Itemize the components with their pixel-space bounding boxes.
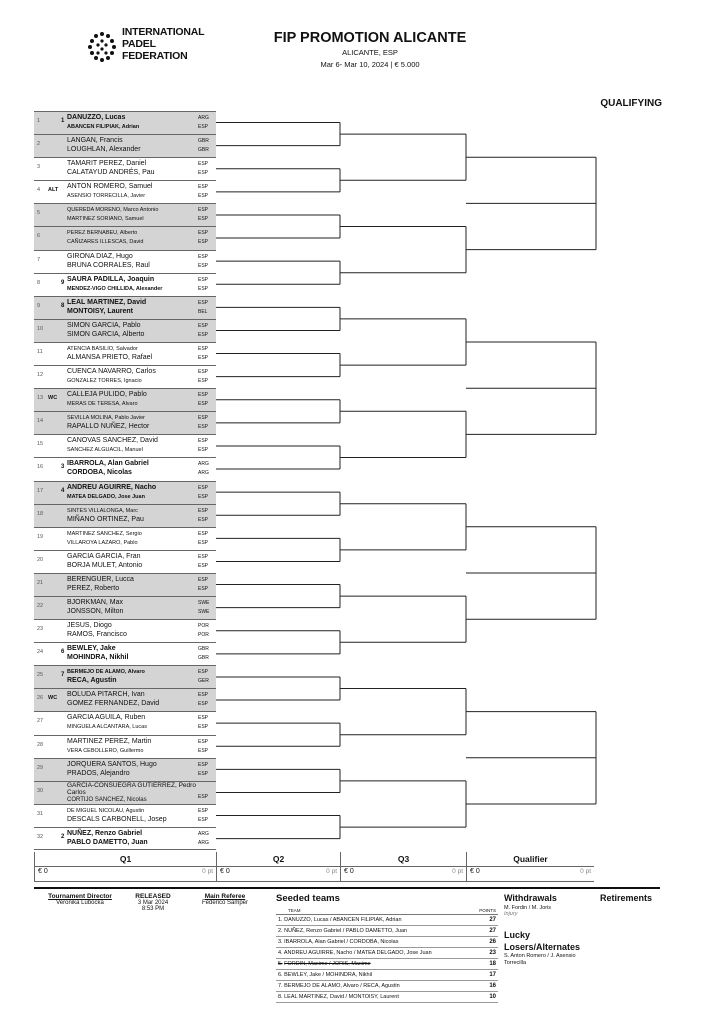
entry-number: 8 (37, 279, 41, 286)
org-line3: FEDERATION (122, 50, 188, 62)
player-country: ESP (198, 369, 209, 376)
referee-name: Federico Samper (201, 900, 249, 906)
seeded-rank: 6. (278, 972, 283, 978)
player-country: ESP (198, 299, 209, 306)
player-name: ALMANSA PRIETO, Rafael (67, 353, 153, 361)
player-name: LANGAN, Francis (67, 137, 123, 145)
round-box (35, 866, 216, 882)
entry-number: 26 (37, 695, 44, 702)
player-name: GIRONA DIAZ, Hugo (67, 252, 133, 260)
player-name: DANUZZO, Lucas (67, 114, 126, 121)
entry-number: 4 (37, 187, 41, 194)
player-country: ESP (198, 322, 209, 329)
seeded-row (276, 915, 498, 926)
player-country: ESP (198, 516, 209, 523)
player-name: BJORKMAN, Max (67, 598, 124, 606)
lucky-team: S. Anton Romero / J. Asensio (504, 953, 576, 959)
player-country: ESP (198, 715, 209, 722)
player-name: CUENCA NAVARRO, Carlos (67, 368, 156, 376)
player-country: ESP (198, 170, 209, 177)
player-name: MARTINEZ SANCHEZ, Sergio (67, 530, 142, 537)
player-country: ESP (198, 447, 209, 454)
player-name: BERENGUER, Lucca (67, 575, 134, 583)
player-country: ESP (198, 770, 209, 777)
player-name: MENDEZ-VIGO CHILLIDA, Alexander (67, 285, 163, 292)
player-country: ARG (198, 470, 209, 477)
seeded-team-name: NUÑEZ, Renzo Gabriel / PABLO DAMETTO, Juan (284, 928, 408, 934)
player-country: ARG (198, 830, 209, 837)
entry-number: 10 (37, 325, 44, 332)
round-name: Q1 (119, 854, 132, 864)
player-country: ESP (198, 401, 209, 408)
seeded-points: 10 (472, 992, 498, 1003)
seeded-team-name: ANDREU AGUIRRE, Nacho / MATEA DELGADO, Jose Juan (283, 950, 432, 956)
entry-number: 28 (37, 741, 44, 748)
player-country: ESP (198, 378, 209, 385)
seeded-points: 18 (472, 959, 498, 970)
seeded-team-name: BERMEJO DE ALAMO, Alvaro / RECA, Agustin (284, 983, 400, 989)
round-points: 0 pt (452, 868, 463, 875)
player-name: SIMON GARCIA, Pablo (67, 321, 141, 329)
player-name: CORTIJO SANCHEZ, Nicolas (67, 796, 147, 803)
entry-number: 6 (37, 233, 41, 240)
tournament-director (40, 893, 120, 906)
round-points: 0 pt (202, 868, 213, 875)
player-name: GARCIA GARCIA, Fran (67, 552, 141, 560)
player-country: GER (198, 678, 209, 685)
player-country: ARG (198, 839, 209, 846)
seeded-row (276, 981, 498, 992)
round-column (466, 852, 594, 882)
player-country: ESP (198, 669, 209, 676)
round-name: Q2 (272, 854, 285, 864)
seeded-rank: 8. (278, 994, 283, 1000)
seeded-team (276, 926, 472, 937)
released-time: 8:53 PM (141, 906, 165, 912)
round-points: 0 pt (580, 868, 591, 875)
player-country: BEL (198, 308, 208, 315)
seeded-team-name: IBARROLA, Alan Gabriel / CORDOBA, Nicolas (284, 939, 399, 945)
player-name: MARTINEZ SORIANO, Samuel (67, 216, 144, 223)
withdrawals (504, 893, 596, 917)
round-column (340, 852, 466, 882)
player-name: MONTOISY, Laurent (67, 307, 133, 315)
entry-number: 13 (37, 395, 44, 402)
player-name: MATEA DELGADO, Jose Juan (67, 493, 145, 500)
entry-number: 11 (37, 348, 43, 355)
player-name: LEAL MARTINEZ, David (67, 298, 147, 306)
seeded-team-name: DANUZZO, Lucas / ABANCEN FILIPIAK, Adrian (284, 917, 402, 923)
entry-tag: WC (48, 695, 58, 702)
player-name: GARCIA-CONSUEGRA GUTIERREZ, Pedro (67, 781, 196, 789)
director-name: Veronika Lubocka (56, 900, 104, 906)
player-name: RAPALLO NUÑEZ, Hector (67, 423, 150, 431)
withdrawals-reason: Injury (504, 911, 518, 917)
player-country: ESP (198, 207, 209, 214)
entry-number: 27 (37, 718, 44, 725)
entry-number: 14 (37, 418, 44, 425)
seeded-team-name: BEWLEY, Jake / MOHINDRA, Nikhil (284, 972, 373, 978)
divider (34, 887, 660, 889)
player-name: PEREZ, Roberto (67, 584, 120, 592)
player-name: BERMEJO DE ALAMO, Alvaro (67, 669, 145, 676)
seeded-row (276, 937, 498, 948)
entry-number: 21 (37, 579, 44, 586)
seeded-team-name: LEAL MARTINEZ, David / MONTOISY, Laurent (284, 994, 399, 1000)
seeded-teams (276, 893, 498, 1003)
round-name: Qualifier (513, 854, 548, 864)
tournament-dates: Mar 6- Mar 10, 2024 | € 5.000 (320, 60, 420, 69)
player-country: POR (198, 632, 209, 639)
player-name: GONZALEZ TORRES, Ignacio (67, 378, 142, 385)
withdrawals-team: M. Fordin / M. Joris (504, 905, 552, 911)
player-country: ESP (198, 761, 209, 768)
player-name: SANCHEZ ALGUACIL, Manuel (67, 447, 143, 454)
player-country: ESP (198, 262, 209, 269)
seeded-team (276, 981, 472, 992)
entry-number: 16 (37, 464, 44, 471)
player-country: ESP (198, 184, 209, 191)
player-country: ESP (198, 276, 209, 283)
entry-number: 19 (37, 533, 44, 540)
player-country: ESP (198, 507, 209, 514)
entry-tag: ALT (48, 187, 59, 194)
entry-number: 1 (37, 118, 41, 124)
player-name: DESCALS CARBONELL, Josep (67, 815, 167, 823)
org-line1: INTERNATIONAL (122, 26, 205, 38)
entry-number: 25 (37, 672, 44, 679)
player-name: CALLEJA PULIDO, Pablo (67, 391, 147, 399)
player-name: PEREZ BERNABEU, Alberto (67, 230, 138, 237)
seeded-row (276, 926, 498, 937)
player-country: ESP (198, 331, 209, 338)
player-name: SAURA PADILLA, Joaquin (67, 275, 155, 283)
entry-number: 18 (37, 510, 44, 517)
player-name: MERAS DE TERESA, Alvaro (67, 401, 138, 408)
round-prize: € 0 (38, 868, 48, 875)
player-country: ESP (198, 216, 209, 223)
lucky-losers (504, 929, 604, 967)
player-name: PRADOS, Alejandro (67, 769, 130, 777)
main-referee (190, 893, 260, 906)
player-name: PABLO DAMETTO, Juan (67, 838, 148, 846)
player-country: ESP (198, 253, 209, 260)
player-country: SWE (198, 608, 210, 615)
entry-seed: 1 (61, 118, 65, 124)
player-name: MOHINDRA, Nikhil (67, 654, 129, 662)
player-name: MINGUELA ALCANTARA, Lucas (67, 724, 147, 731)
player-name: BEWLEY, Jake (67, 645, 116, 653)
entry-number: 23 (37, 626, 44, 633)
player-country: ESP (198, 701, 209, 708)
player-country: ESP (198, 354, 209, 361)
player-name: JESUS, Diogo (67, 622, 112, 630)
player-country: ESP (198, 392, 209, 399)
player-country: ESP (198, 484, 209, 491)
player-name: SEVILLA MOLINA, Pablo Javier (67, 415, 145, 422)
entry-number: 31 (37, 810, 44, 817)
seeded-team (276, 937, 472, 948)
player-country: ESP (198, 493, 209, 500)
player-name: VERA CEBOLLERO, Guillermo (67, 747, 144, 754)
player-name: SIMON GARCIA, Alberto (67, 330, 145, 338)
entry-tag: WC (48, 395, 58, 402)
seeded-rank: 7. (278, 983, 283, 989)
player-country: ESP (198, 285, 209, 292)
player-country: ESP (198, 747, 209, 754)
retirements-title: Retirements (600, 893, 653, 903)
entry-number: 17 (37, 487, 44, 494)
entry-number: 29 (37, 764, 44, 771)
player-name: DE MIGUEL NICOLAU, Agustin (67, 807, 145, 814)
round-box (217, 866, 340, 882)
player-name: JONSSON, Milton (67, 607, 124, 615)
org-line2: PADEL (122, 38, 156, 50)
entry-number: 30 (37, 787, 44, 794)
round-points: 0 pt (326, 868, 337, 875)
player-country: ESP (198, 724, 209, 731)
player-name: ATENCIA BASILIO, Salvador (67, 345, 138, 352)
player-country: ARG (198, 461, 209, 468)
player-country: ESP (198, 585, 209, 592)
player-country: POR (198, 623, 209, 630)
player-country: ESP (198, 807, 209, 814)
player-country: ESP (198, 230, 209, 237)
player-country: GBR (198, 655, 209, 662)
player-country: ESP (198, 793, 209, 800)
player-name: VILLAROYA LAZARO, Pablo (67, 539, 138, 546)
player-name: ANTON ROMERO, Samuel (67, 183, 153, 191)
tournament-location: ALICANTE, ESP (342, 48, 398, 57)
player-country: ARG (198, 115, 209, 121)
round-box (341, 866, 466, 882)
player-country: ESP (198, 193, 209, 200)
lucky-title: Lucky (504, 930, 531, 940)
player-name: BOLUDA PITARCH, Ivan (67, 691, 145, 699)
seeded-row (276, 959, 498, 970)
seeded-team-name: FORDIN, Maxime / JORIS, Maxime (284, 961, 371, 967)
entry-number: 20 (37, 556, 44, 563)
player-name: JORQUERA SANTOS, Hugo (67, 760, 157, 768)
player-name: ASENSIO TORRECILLA, Javier (67, 193, 146, 200)
entry-seed: 2 (61, 833, 65, 840)
released-info (128, 893, 178, 912)
player-country: ESP (198, 424, 209, 431)
entry-number: 15 (37, 441, 44, 448)
round-prize: € 0 (344, 868, 354, 875)
round-column (34, 852, 216, 882)
player-country: ESP (198, 562, 209, 569)
player-name: RECA, Agustin (67, 677, 117, 685)
player-name: RAMOS, Francisco (67, 631, 127, 639)
player-name: CAÑIZARES ILLESCAS, David (67, 239, 144, 246)
entry-number: 12 (37, 372, 44, 379)
player-country: ESP (198, 539, 209, 546)
player-name: GARCIA AGUILA, Ruben (67, 714, 146, 722)
player-country: ESP (198, 239, 209, 246)
player-name: MARTINEZ PEREZ, Martin (67, 737, 152, 745)
entry-seed: 3 (61, 464, 65, 471)
seeded-team (276, 959, 472, 970)
player-name: CORDOBA, Nicolas (67, 469, 132, 477)
referee-label: Main Referee (204, 893, 246, 900)
entry-seed: 9 (61, 279, 65, 286)
rounds-footer (34, 852, 594, 882)
entry-seed: 7 (61, 672, 65, 679)
director-label: Tournament Director (48, 893, 112, 900)
seeded-team (276, 992, 472, 1003)
seeded-points: 26 (472, 937, 498, 948)
entry-number: 32 (37, 833, 44, 840)
seeded-title: Seeded teams (276, 893, 340, 904)
player-country: ESP (198, 738, 209, 745)
seeded-col-points: POINTS (472, 907, 498, 915)
player-country: ESP (198, 553, 209, 560)
round-column (216, 852, 340, 882)
player-country: SWE (198, 599, 210, 606)
seeded-points: 16 (472, 981, 498, 992)
player-name: CALATAYUD ANDRÉS, Pau (67, 169, 155, 177)
player-name: NUÑEZ, Renzo Gabriel (67, 829, 143, 837)
player-name: MIÑANO ORTINEZ, Pau (67, 515, 144, 523)
seeded-points: 27 (472, 926, 498, 937)
player-name: GOMEZ FERNANDEZ, David (67, 700, 160, 708)
seeded-rank: 5. (278, 961, 283, 967)
entry-number: 5 (37, 210, 41, 217)
released-date: 3 Mar 2024 (137, 900, 169, 906)
seeded-table (276, 907, 498, 1003)
entry-seed: 4 (61, 487, 65, 494)
player-name-cont: Carlos (67, 788, 86, 796)
seeded-points: 23 (472, 948, 498, 959)
player-name: BORJA MULET, Antonio (67, 561, 143, 569)
player-country: ESP (198, 692, 209, 699)
draw-type: QUALIFYING (600, 98, 662, 109)
seeded-rank: 1. (278, 917, 283, 923)
entry-number: 3 (37, 164, 41, 171)
player-name: LOUGHLAN, Alexander (67, 146, 141, 154)
player-country: GBR (198, 138, 209, 145)
round-prize: € 0 (470, 868, 480, 875)
seeded-rank: 2. (278, 928, 283, 934)
round-name: Q3 (397, 854, 410, 864)
player-name: SINTES VILLALONGA, Marc (67, 507, 138, 514)
player-country: ESP (198, 816, 209, 823)
seeded-team (276, 915, 472, 926)
withdrawals-title: Withdrawals (504, 893, 557, 903)
player-name: CANOVAS SANCHEZ, David (67, 437, 158, 445)
player-country: ESP (198, 345, 209, 352)
player-country: GBR (198, 147, 209, 154)
round-prize: € 0 (220, 868, 230, 875)
entry-number: 24 (37, 649, 44, 656)
seeded-points: 17 (472, 970, 498, 981)
seeded-team (276, 970, 472, 981)
round-box (467, 866, 594, 882)
seeded-team (276, 948, 472, 959)
player-name: ABANCEN FILIPIAK, Adrian (67, 124, 140, 130)
seeded-row (276, 970, 498, 981)
entry-number: 9 (37, 302, 41, 309)
player-name: ANDREU AGUIRRE, Nacho (67, 483, 157, 491)
released-label: RELEASED (135, 893, 171, 900)
seeded-rank: 3. (278, 939, 283, 945)
entry-number: 22 (37, 602, 44, 609)
entry-number: 7 (37, 256, 41, 263)
player-country: ESP (198, 124, 209, 130)
player-country: ESP (198, 438, 209, 445)
seeded-points: 27 (472, 915, 498, 926)
player-country: ESP (198, 530, 209, 537)
player-name: BRUNA CORRALES, Raul (67, 261, 150, 269)
player-name: QUEREDA MORENO, Marco Antonio (67, 207, 159, 214)
player-name: TAMARIT PEREZ, Daniel (67, 160, 147, 168)
entry-seed: 8 (61, 302, 65, 309)
entry-number: 2 (37, 141, 41, 148)
entry-seed: 6 (61, 649, 65, 656)
seeded-row (276, 948, 498, 959)
player-name: IBARROLA, Alan Gabriel (67, 460, 149, 468)
seeded-col-team: TEAM (276, 907, 472, 915)
seeded-row (276, 992, 498, 1003)
lucky-title-2: Losers/Alternates (504, 942, 581, 952)
lucky-team-2: Torrecilla (504, 960, 527, 966)
player-country: GBR (198, 646, 209, 653)
player-country: ESP (198, 161, 209, 168)
tournament-title: FIP PROMOTION ALICANTE (273, 30, 467, 46)
player-country: ESP (198, 576, 209, 583)
seeded-rank: 4. (278, 950, 283, 956)
player-country: ESP (198, 415, 209, 422)
